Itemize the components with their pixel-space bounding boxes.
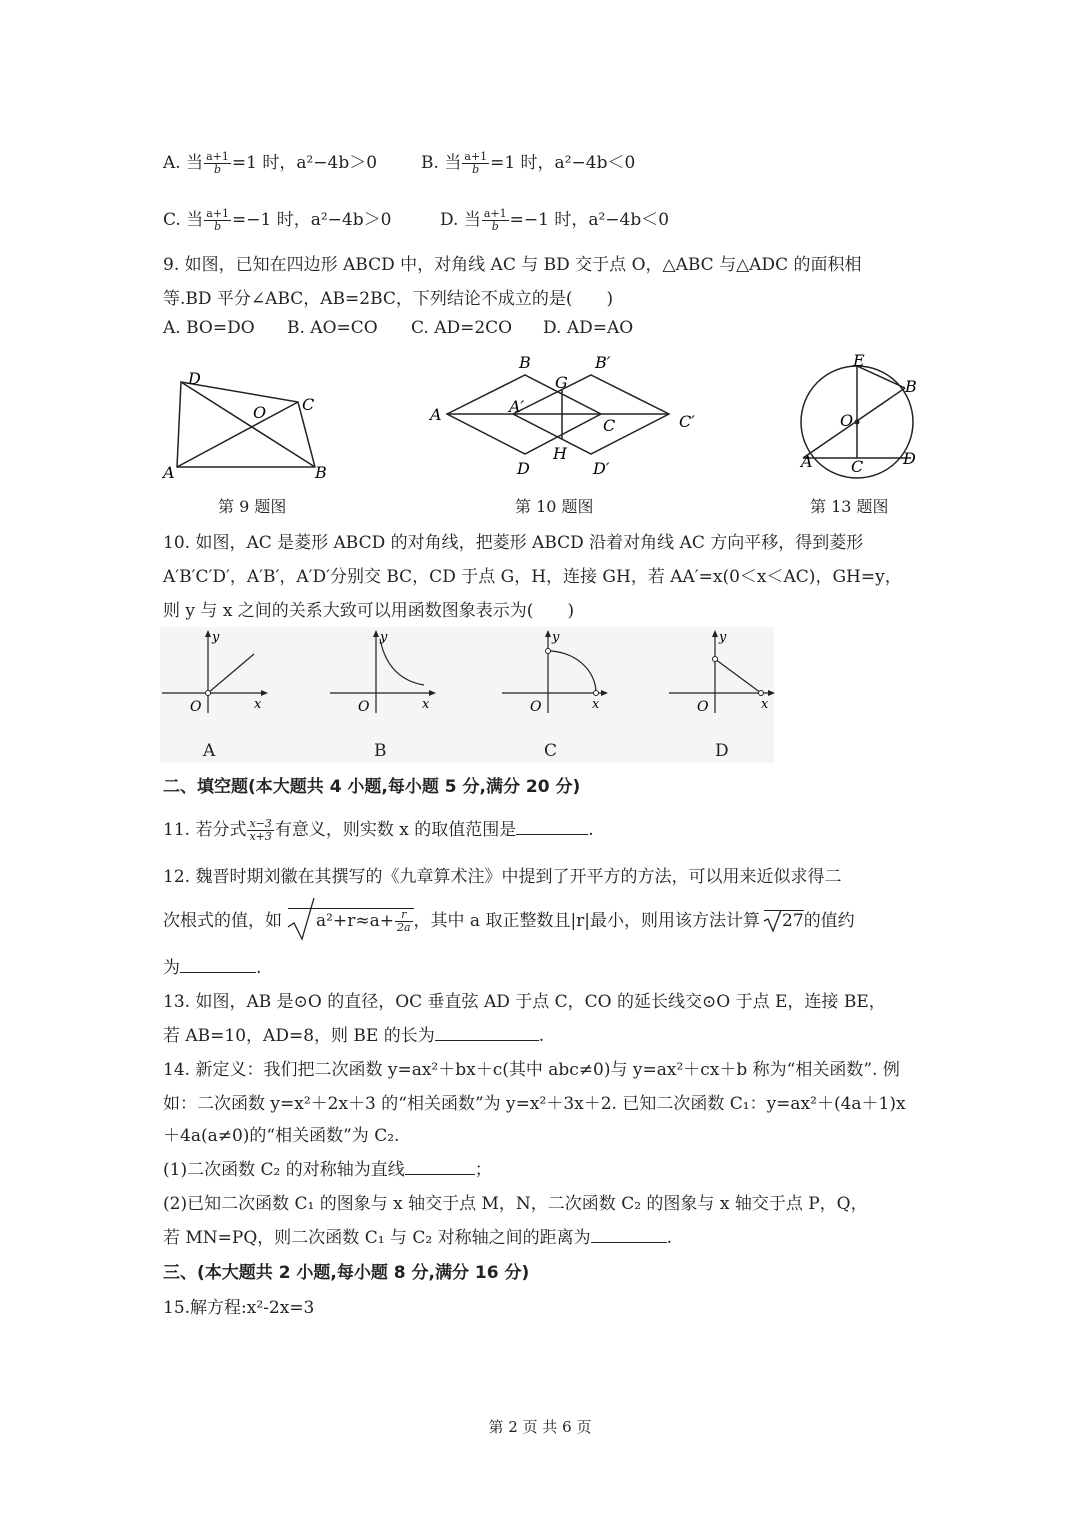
fig10-label-a-prime: A′ xyxy=(509,397,525,416)
q9-option-d: D. AD=AO xyxy=(543,318,634,338)
fig13-center-dot xyxy=(855,420,860,425)
q9-line2: 等.BD 平分∠ABC，AB=2BC，下列结论不成立的是( ) xyxy=(163,289,614,309)
figure-13 xyxy=(795,350,925,480)
q9-line1: 9. 如图，已知在四边形 ABCD 中，对角线 AC 与 BD 交于点 O，△ABC 与△ADC 的面积相 xyxy=(163,255,862,275)
fig13-label-c: C xyxy=(851,457,864,476)
fig9-label-o: O xyxy=(253,403,267,422)
svg-text:x: x xyxy=(422,697,430,712)
svg-text:O: O xyxy=(358,699,370,715)
q14-line2: 如：二次函数 y=x²＋2x＋3 的“相关函数”为 y=x²＋3x＋2. 已知二次函数 C₁：y=ax²＋(4a＋1)x xyxy=(163,1094,906,1114)
q14-line3: ＋4a(a≠0)的“相关函数”为 C₂. xyxy=(163,1126,400,1146)
figure-9 xyxy=(155,360,345,485)
fig9-caption: 第 9 题图 xyxy=(218,497,287,516)
fig13-label-d: D xyxy=(903,449,916,468)
q12-sqrt-27: 27 xyxy=(764,910,804,931)
q10-option-b: B xyxy=(374,741,387,761)
q10-line2: A′B′C′D′，A′B′，A′D′分别交 BC，CD 于点 G，H，连接 GH，若 AA′=x(0＜x＜AC)，GH=y， xyxy=(163,567,902,587)
svg-text:y: y xyxy=(552,630,560,645)
q11: 11. 若分式 $\frac{x-3}{x+3}$ 有意义，则实数 x 的取值范围是 . xyxy=(163,817,594,843)
fig13-label-e: E xyxy=(853,351,865,370)
fig13-label-a: A xyxy=(801,452,813,471)
q10-option-d: D xyxy=(715,741,729,761)
fig13-label-b: B xyxy=(905,377,917,396)
q12-line1: 12. 魏晋时期刘徽在其撰写的《九章算术注》中提到了开平方的方法，可以用来近似求得二 xyxy=(163,867,842,887)
q8-option-a: A. 当 $\frac{a+1}{b}$ =1 时，a²−4b＞0 xyxy=(163,150,378,176)
fig9-label-a: A xyxy=(163,463,175,482)
fig13-caption: 第 13 题图 xyxy=(810,497,889,516)
q14-part1-blank xyxy=(405,1160,475,1175)
svg-text:O: O xyxy=(530,699,542,715)
svg-text:y: y xyxy=(719,630,727,645)
svg-text:O: O xyxy=(190,699,202,715)
svg-text:x: x xyxy=(254,697,262,712)
q10-graph-b xyxy=(328,627,438,717)
page-number: 第 2 页 共 6 页 xyxy=(488,1418,592,1436)
fig9-diagonal-ac xyxy=(177,402,298,467)
q14-part2-blank xyxy=(591,1228,667,1243)
q13-line2: 若 AB=10，AD=8，则 BE 的长为 . xyxy=(163,1026,545,1046)
svg-text:y: y xyxy=(212,630,220,645)
q8-option-c: C. 当 $\frac{a+1}{b}$ =−1 时，a²−4b＞0 xyxy=(163,207,392,233)
fig13-diameter-ab xyxy=(803,388,905,458)
fig10-label-g: G xyxy=(555,373,568,392)
q10-line1: 10. 如图，AC 是菱形 ABCD 的对角线，把菱形 ABCD 沿着对角线 AC 方向平移，得到菱形 xyxy=(163,533,864,553)
q8-option-d: D. 当 $\frac{a+1}{b}$ =−1 时，a²−4b＜0 xyxy=(440,207,670,233)
fig10-label-d: D xyxy=(517,459,530,478)
fig10-caption: 第 10 题图 xyxy=(515,497,594,516)
q15: 15.解方程:x²-2x=3 xyxy=(163,1298,315,1318)
q14-part2-line1: (2)已知二次函数 C₁ 的图象与 x 轴交于点 M，N，二次函数 C₂ 的图象与 x 轴交于点 P，Q， xyxy=(163,1194,868,1214)
fig10-label-h: H xyxy=(553,444,567,463)
q13-line1: 13. 如图，AB 是⊙O 的直径，OC 垂直弦 AD 于点 C，CO 的延长线交⊙O 于点 E，连接 BE， xyxy=(163,992,886,1012)
q10-graph-c xyxy=(500,627,610,717)
fig10-label-b-prime: B′ xyxy=(595,353,611,372)
svg-text:x: x xyxy=(761,697,769,712)
q12-blank xyxy=(180,958,256,973)
q12-line2: 次根式的值，如 a²+r≈a+ $\frac{r}{2a}$ ，其中 a 取正整数且|r|最小，则用该方法计算 27的值约 xyxy=(163,906,855,934)
fig10-label-c: C xyxy=(603,416,616,435)
q8-option-b: B. 当 $\frac{a+1}{b}$ =1 时，a²−4b＜0 xyxy=(421,150,636,176)
q12-line3: 为 . xyxy=(163,958,262,978)
fig9-label-b: B xyxy=(315,463,327,482)
q9-option-c: C. AD=2CO xyxy=(411,318,513,338)
q14-line1: 14. 新定义：我们把二次函数 y=ax²＋bx＋c(其中 abc≠0)与 y=ax²＋cx＋b 称为“相关函数”. 例 xyxy=(163,1060,900,1080)
fig10-label-a: A xyxy=(430,405,442,424)
section3-title: 三、(本大题共 2 小题,每小题 8 分,满分 16 分) xyxy=(163,1263,530,1283)
q12-sqrt-expression: a²+r≈a+ $\frac{r}{2a}$ xyxy=(288,908,414,934)
q14-part2-line2: 若 MN=PQ，则二次函数 C₁ 与 C₂ 对称轴之间的距离为 . xyxy=(163,1228,672,1248)
fig10-label-b: B xyxy=(519,353,531,372)
q10-option-c: C xyxy=(544,741,558,761)
q10-graph-d xyxy=(667,627,777,717)
q10-graph-a xyxy=(160,627,270,717)
q14-part1: (1)二次函数 C₂ 的对称轴为直线 ； xyxy=(163,1160,492,1180)
section2-title: 二、填空题(本大题共 4 小题,每小题 5 分,满分 20 分) xyxy=(163,777,581,797)
fig10-label-d-prime: D′ xyxy=(593,459,610,478)
fig9-label-c: C xyxy=(302,395,315,414)
q10-option-a: A xyxy=(203,741,216,761)
fig9-label-d: D xyxy=(188,369,201,388)
q13-blank xyxy=(435,1026,539,1041)
q10-line3: 则 y 与 x 之间的关系大致可以用函数图象表示为( ) xyxy=(163,601,575,621)
q9-option-b: B. AO=CO xyxy=(287,318,378,338)
figure-10 xyxy=(425,350,715,485)
fig10-label-c-prime: C′ xyxy=(679,412,695,431)
svg-text:x: x xyxy=(592,697,600,712)
fig13-label-o: O xyxy=(840,411,854,430)
svg-text:y: y xyxy=(380,630,388,645)
q11-blank xyxy=(516,820,588,835)
svg-text:O: O xyxy=(697,699,709,715)
q9-option-a: A. BO=DO xyxy=(163,318,255,338)
